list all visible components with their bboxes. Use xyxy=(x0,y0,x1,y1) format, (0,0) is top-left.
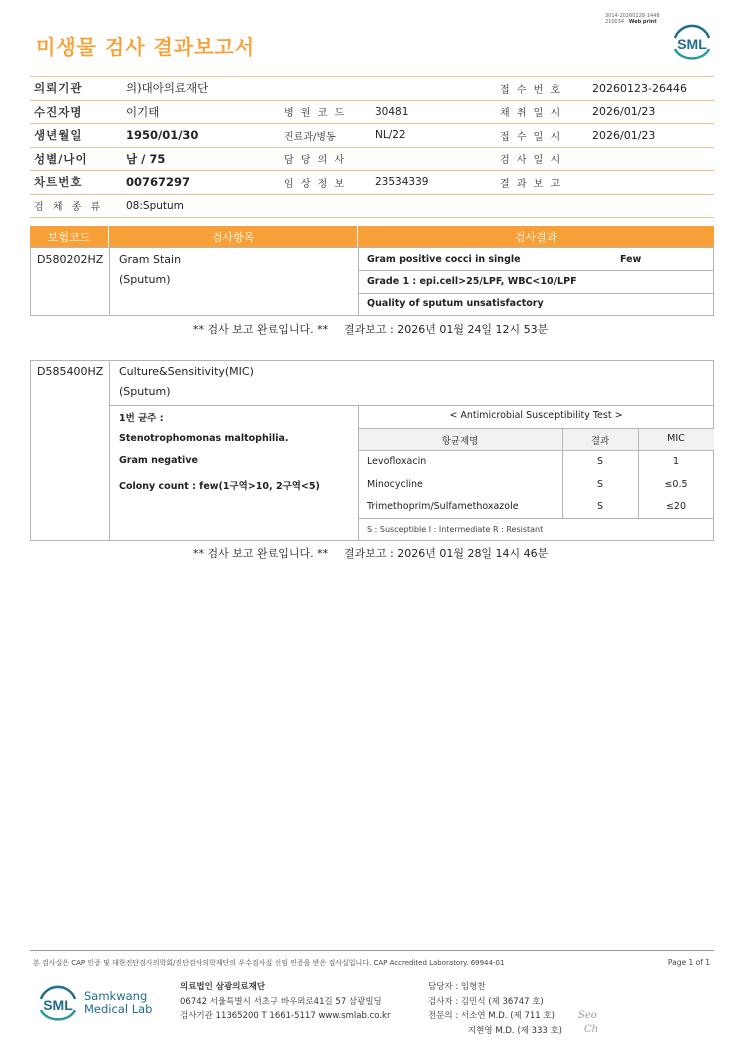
info-row-5 xyxy=(30,171,714,195)
ast-result: S xyxy=(596,456,604,467)
page-number: Page 1 of 1 xyxy=(667,958,710,967)
footer-org-block xyxy=(180,980,390,1024)
test-date-value xyxy=(580,148,714,171)
ast-title: < Antimicrobial Susceptibility Test > xyxy=(449,410,623,421)
footer-sml-logo-icon xyxy=(36,983,80,1023)
patient-info-table xyxy=(30,76,714,218)
ast-mic: 1 xyxy=(672,456,680,467)
ast-legend: S : Susceptible I : Intermediate R : Resistant xyxy=(367,525,544,534)
test1-result2: Grade 1 : epi.cell>25/LPF, WBC<10/LPF xyxy=(367,276,577,287)
test2-specimen: (Sputum) xyxy=(119,385,171,398)
organism: Stenotrophomonas maltophilia. xyxy=(119,433,289,444)
dob-label: 생년월일 xyxy=(34,128,83,143)
strain-label: 1번 균주 : xyxy=(119,413,164,424)
footer-note: 본 검사실은 CAP 인증 및 대한진단검사의학회/진단검사의학재단의 우수검사실 신임 인증을 받은 검사실입니다. CAP Accredited Laboratory. 69944-01 xyxy=(33,959,505,967)
test2-complete: ** 검사 보고 완료입니다. ** xyxy=(193,547,329,560)
test2-code: D585400HZ xyxy=(37,365,104,378)
dept-value: NL/22 xyxy=(375,129,406,142)
patient-value: 이기태 xyxy=(126,104,160,119)
col-code-header: 보험코드 xyxy=(30,226,109,247)
doc-code-line2: 210034 xyxy=(605,19,625,25)
test2-name: Culture&Sensitivity(MIC) xyxy=(119,365,254,378)
report-label: 결 과 보 고 xyxy=(500,178,563,190)
ast-legend-line xyxy=(358,518,714,519)
clinical-value: 23534339 xyxy=(375,176,429,189)
test1-divider-b xyxy=(358,247,359,316)
org-contact: 검사기관 11365200 T 1661-5117 www.smlab.co.kr xyxy=(180,1011,391,1021)
footer-divider xyxy=(30,950,714,951)
doc-code-line1: 3014-20260128-1448 xyxy=(605,13,660,19)
ast-drug: Trimethoprim/Sulfamethoxazole xyxy=(367,501,519,512)
staff-manager: 담당자 : 임형찬 xyxy=(428,982,486,992)
brand-line2: Medical Lab xyxy=(84,1002,153,1016)
results-table-header xyxy=(30,226,714,247)
org-name: 의료법인 삼광의료재단 xyxy=(180,982,266,992)
ast-result: S xyxy=(596,501,604,512)
ast-drug: Levofloxacin xyxy=(367,456,427,467)
ast-col-mic: MIC xyxy=(667,433,685,444)
req-org-value: 의)대아의료재단 xyxy=(126,81,209,96)
ast-header-line xyxy=(358,450,714,451)
ast-drug: Minocycline xyxy=(367,479,423,490)
info-row-2 xyxy=(30,101,714,125)
col-result-header: 검사결과 xyxy=(514,230,558,244)
patient-label: 수진자명 xyxy=(34,104,83,119)
test1-row-line-1 xyxy=(358,270,714,271)
sex-age-value: 남 / 75 xyxy=(126,151,166,166)
ast-col-drug: 항균제명 xyxy=(441,436,479,447)
test1-row-line-2 xyxy=(358,293,714,294)
hosp-code-value: 30481 xyxy=(375,105,409,118)
specimen-value: 08:Sputum xyxy=(126,199,184,212)
staff-specialist1: 전문의 : 서소연 M.D. (제 711 호) xyxy=(428,1011,555,1021)
test2-divider-b xyxy=(358,405,359,541)
col-item-header: 검사항목 xyxy=(109,226,358,247)
receipt-date-value: 2026/01/23 xyxy=(592,128,656,142)
test1-divider-a xyxy=(109,247,110,316)
ast-mic: ≤20 xyxy=(665,501,687,512)
staff-specialist2: 지현영 M.D. (제 333 호) xyxy=(468,1025,563,1036)
dept-label: 진료과/병동 xyxy=(284,131,336,143)
info-row-4 xyxy=(30,148,714,172)
logo-text: SML xyxy=(677,36,707,52)
req-org-label: 의뢰기관 xyxy=(34,81,83,96)
test2-report-time: 결과보고 : 2026년 01월 28일 14시 46분 xyxy=(344,547,549,560)
test-date-label: 검 사 일 시 xyxy=(500,155,563,167)
chart-label: 차트번호 xyxy=(34,175,83,190)
test2-divider-a xyxy=(109,360,110,541)
report-title: 미생물 검사 결과보고서 xyxy=(36,35,256,59)
doctor-value xyxy=(363,148,500,171)
test1-specimen: (Sputum) xyxy=(119,273,171,286)
signature-1: Seo xyxy=(578,1010,597,1021)
test1-result1: Gram positive cocci in single xyxy=(367,254,521,265)
info-row-3 xyxy=(30,124,714,148)
ast-result: S xyxy=(596,479,604,490)
receipt-date-label: 접 수 일 시 xyxy=(500,131,563,143)
footer-staff-block xyxy=(428,980,562,1038)
collect-date-label: 채 취 일 시 xyxy=(500,108,563,120)
chart-value: 00767297 xyxy=(126,175,191,190)
report-value xyxy=(580,171,714,194)
brand-name xyxy=(84,990,152,1016)
test1-code: D580202HZ xyxy=(37,253,104,266)
footer-logo-text: SML xyxy=(43,997,73,1013)
clinical-label: 임 상 정 보 xyxy=(284,178,347,190)
brand-line1: Samkwang xyxy=(84,989,148,1003)
org-address: 06742 서울특별시 서초구 바우뫼로41길 57 삼광빌딩 xyxy=(180,996,382,1007)
colony-count: Colony count : few(1구역>10, 2구역<5) xyxy=(119,481,320,492)
print-label: Web print xyxy=(628,19,657,25)
collect-date-value: 2026/01/23 xyxy=(592,105,656,119)
sex-age-label: 성별/나이 xyxy=(34,151,88,166)
sml-logo-icon xyxy=(670,22,714,62)
ast-col-result: 결과 xyxy=(590,436,610,447)
info-row-1 xyxy=(30,77,714,101)
staff-tester: 검사자 : 김민식 (제 36747 호) xyxy=(428,996,544,1007)
test2-head-line xyxy=(109,405,714,406)
gram-type: Gram negative xyxy=(119,455,198,466)
doctor-label: 담 당 의 사 xyxy=(284,155,347,167)
test1-name: Gram Stain xyxy=(119,253,182,266)
test1-complete: ** 검사 보고 완료입니다. ** xyxy=(193,323,329,336)
receipt-no-value: 20260123-26446 xyxy=(592,81,687,95)
ast-mic: ≤0.5 xyxy=(664,479,688,490)
specimen-label: 검 체 종 류 xyxy=(34,202,104,214)
info-row-6 xyxy=(30,195,714,219)
receipt-no-label: 접 수 번 호 xyxy=(500,84,563,96)
test1-report-time: 결과보고 : 2026년 01월 24일 12시 53분 xyxy=(344,323,549,336)
signature-2: Ch xyxy=(584,1024,599,1035)
hosp-code-label: 병 원 코 드 xyxy=(284,108,347,120)
doc-code xyxy=(605,13,660,25)
test1-result1-amount: Few xyxy=(620,254,642,265)
dob-value: 1950/01/30 xyxy=(126,128,199,143)
test1-result3: Quality of sputum unsatisfactory xyxy=(367,298,544,309)
